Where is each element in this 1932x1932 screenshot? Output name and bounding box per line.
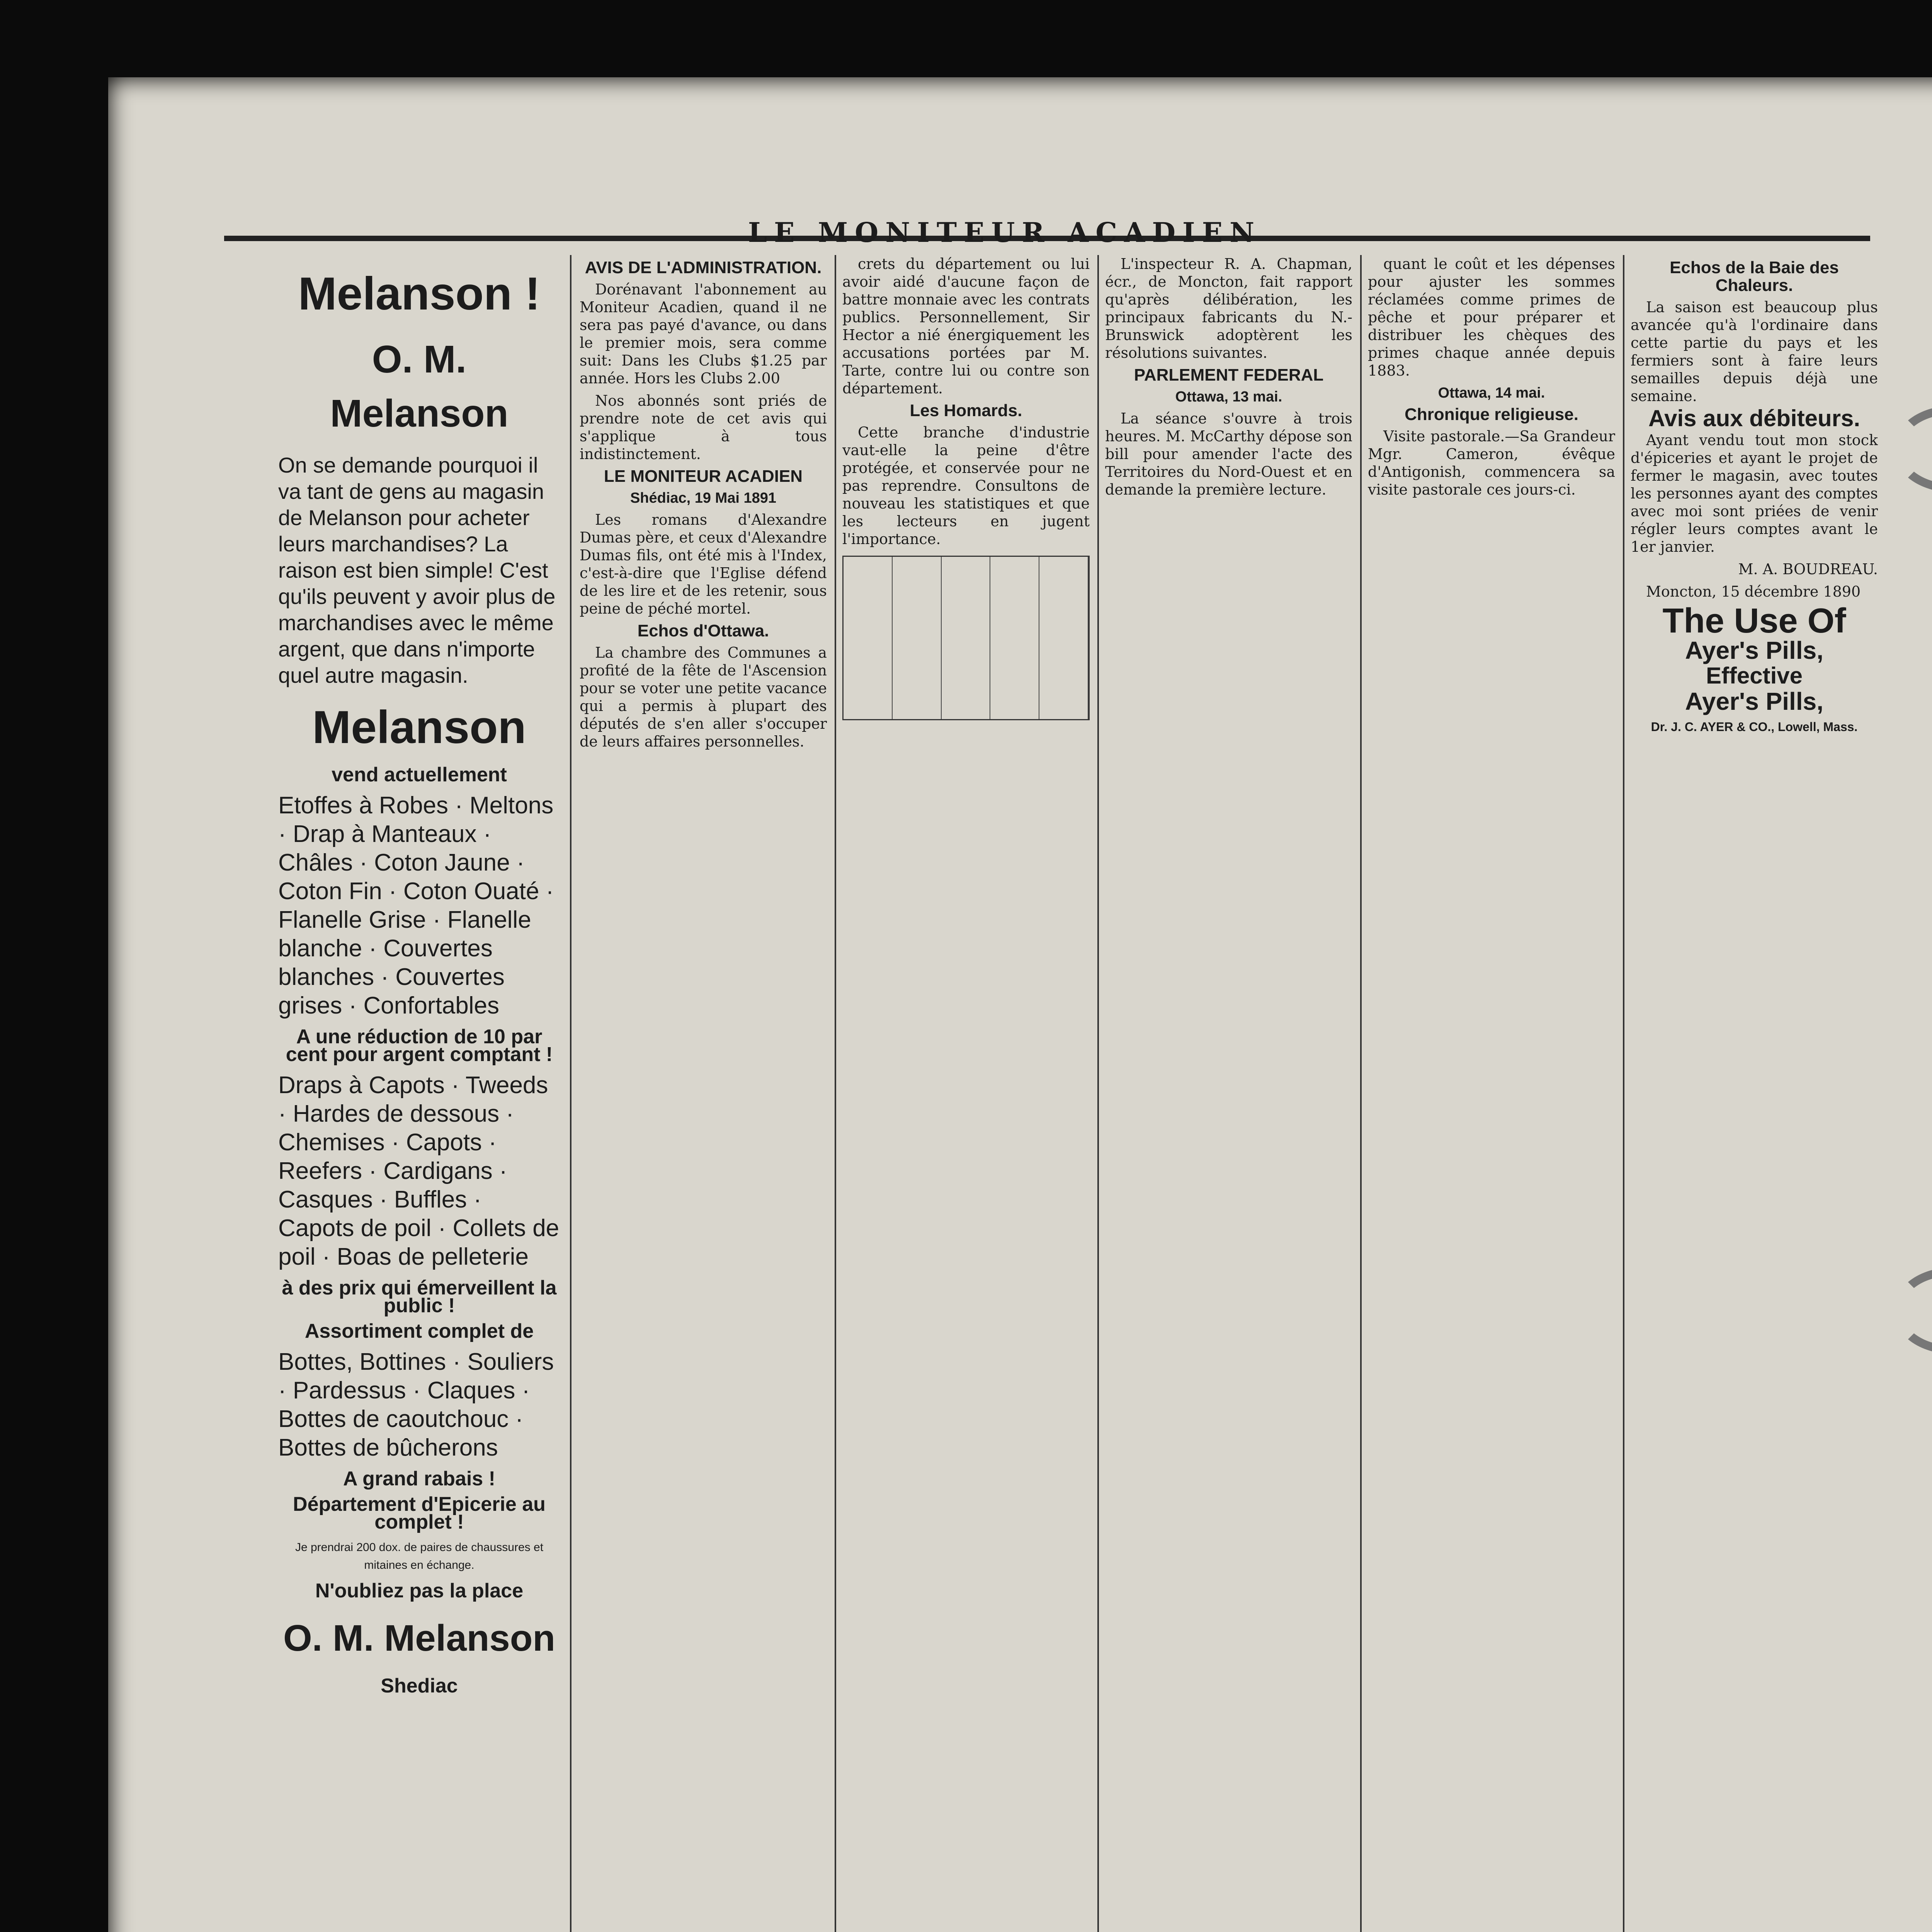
- ayer-title: The Use Of: [1662, 602, 1846, 640]
- ayer-maker: Dr. J. C. AYER & CO., Lowell, Mass.: [1651, 720, 1858, 734]
- ad-prices: à des prix qui émerveillent la public !: [282, 1277, 557, 1317]
- ad-assortment: Assortiment complet de: [304, 1320, 534, 1342]
- heading: LE MONITEUR ACADIEN: [604, 467, 803, 486]
- ayer-name: Ayer's Pills,: [1685, 687, 1823, 715]
- heading: Chronique religieuse.: [1405, 405, 1578, 424]
- dateline: Ottawa, 14 mai.: [1438, 385, 1545, 401]
- ad-title: O. M. Melanson: [330, 338, 509, 435]
- column-5: [1368, 255, 1615, 1932]
- dateline: Shédiac, 19 Mai 1891: [630, 490, 777, 506]
- heading: Les Homards.: [910, 401, 1022, 420]
- ad-epicerie: Département d'Epicerie au complet !: [293, 1493, 546, 1533]
- paragraph: crets du département ou lui avoir aidé d'aucune façon de battre monnaie avec les contrats publics. Personnellement, Sir Hector a nié énergiquement les accusations portées par M. Tarte, contre lui ou contre son département.: [842, 255, 1090, 397]
- dateline: Moncton, 15 décembre 1890: [1646, 583, 1861, 600]
- ad-items: Draps à Capots · Tweeds · Hardes de dessous · Chemises · Capots · Reefers · Cardigans · Casques · Buffles · Capots de poil · Collets de poil · Boas de pelleterie: [278, 1072, 560, 1270]
- column-6: [1631, 255, 1878, 1932]
- paragraph: Visite pastorale.—Sa Grandeur Mgr. Cameron, évêque d'Antigonish, commencera sa visite pastorale ces jours-ci.: [1368, 428, 1615, 498]
- column-rule: [1360, 255, 1362, 1932]
- ad-city: Shediac: [381, 1675, 458, 1697]
- ad-exchange: Je prendrai 200 dox. de paires de chaussures et mitaines en échange.: [295, 1541, 544, 1571]
- paragraph: La séance s'ouvre à trois heures. M. McCarthy dépose son bill pour amender l'acte des Territoires du Nord-Ouest et en demande la première lecture.: [1105, 410, 1352, 498]
- signature: M. A. BOUDREAU.: [1738, 561, 1878, 578]
- column-rule: [835, 255, 836, 1932]
- paragraph: Dorénavant l'abonnement au Moniteur Acadien, quand il ne sera pas payé d'avance, ou dans le premier mois, sera comme suit: Dans les Clubs $1.25 par année. Hors les Clubs 2.00: [580, 281, 827, 387]
- paragraph: Cette branche d'industrie vaut-elle la peine d'être protégée, et conservée pour ne pas reprendre. Consultons de nouveau les statistiques et que les lecteurs en jugent l'importance.: [842, 424, 1090, 548]
- heading: AVIS DE L'ADMINISTRATION.: [585, 258, 822, 277]
- ad-items: Bottes, Bottines · Souliers · Pardessus · Claques · Bottes de caoutchouc · Bottes de bûcherons: [278, 1349, 554, 1461]
- paragraph: Ayant vendu tout mon stock d'épiceries et ayant le projet de fermer le magasin, avec toutes les personnes ayant des comptes avec moi sont priées de venir régler leurs comptes avant le 1er janvier.: [1631, 432, 1878, 555]
- column-3: [842, 255, 1090, 1932]
- ad-subtitle: vend actuellement: [332, 764, 507, 786]
- ad-rabais: A grand rabais !: [343, 1468, 495, 1490]
- ad-title: Melanson: [312, 701, 526, 753]
- paragraph: L'inspecteur R. A. Chapman, écr., de Moncton, fait rapport qu'après délibération, les principaux fabricants du N.-Brunswick adoptèrent les résolutions suivantes.: [1105, 255, 1352, 361]
- heading: Avis aux débiteurs.: [1648, 405, 1860, 431]
- ayer-name: Ayer's Pills,: [1685, 636, 1823, 664]
- column-rule: [1623, 255, 1624, 1932]
- ad-place: N'oubliez pas la place: [315, 1580, 524, 1602]
- ad-title: Melanson !: [298, 268, 541, 320]
- melanson-advertisement: [278, 255, 560, 1932]
- ayer-effective: Effective: [1706, 663, 1803, 689]
- column-4: [1105, 255, 1352, 1932]
- paragraph: La saison est beaucoup plus avancée qu'à l'ordinaire dans cette partie du pays et les fermiers sont à faire leurs semailles depuis déjà une semaine.: [1631, 299, 1878, 405]
- masthead-title: LE MONITEUR ACADIEN: [748, 216, 1262, 248]
- column-2: [580, 255, 827, 1932]
- paragraph: Nos abonnés sont priés de prendre note de cet avis qui s'applique à tous indistinctement.: [580, 392, 827, 463]
- paragraph: quant le coût et les dépenses pour ajuster les sommes réclamées comme primes de pêche et pour préparer et distribuer les chèques des primes chaque année depuis 1883.: [1368, 255, 1615, 379]
- ad-pitch: On se demande pourquoi il va tant de gens au magasin de Melanson pour acheter leurs marchandises? La raison est bien simple! C'est qu'ils peuvent y avoir plus de marchandises avec le même argent, que dans n'importe quel autre magasin.: [278, 453, 556, 687]
- paragraph: Les romans d'Alexandre Dumas père, et ceux d'Alexandre Dumas fils, ont été mis à l'Index, c'est-à-dire que l'Eglise défend de les lire et de les retenir, sous peine de péché mortel.: [580, 511, 827, 617]
- ad-signature: O. M. Melanson: [283, 1617, 556, 1659]
- column-rule: [570, 255, 571, 1932]
- ad-reduction: A une réduction de 10 par cent pour argent comptant !: [286, 1026, 553, 1066]
- column-rule: [1097, 255, 1099, 1932]
- ad-items: Etoffes à Robes · Meltons · Drap à Manteaux · Châles · Coton Jaune · Coton Fin · Coton Ouaté · Flanelle Grise · Flanelle blanche · Couvertes blanches · Couvertes grises · Confortables: [278, 792, 554, 1019]
- heading: Echos d'Ottawa.: [637, 621, 769, 640]
- dateline: Ottawa, 13 mai.: [1175, 389, 1282, 405]
- paragraph: La chambre des Communes a profité de la fête de l'Ascension pour se voter une petite vacance qui a permis à plupart des députés de s'en aller s'occuper de leurs affaires personnelles.: [580, 644, 827, 750]
- heading: Echos de la Baie des Chaleurs.: [1670, 258, 1839, 295]
- heading: PARLEMENT FEDERAL: [1134, 366, 1324, 384]
- statistics-table: [842, 556, 1090, 720]
